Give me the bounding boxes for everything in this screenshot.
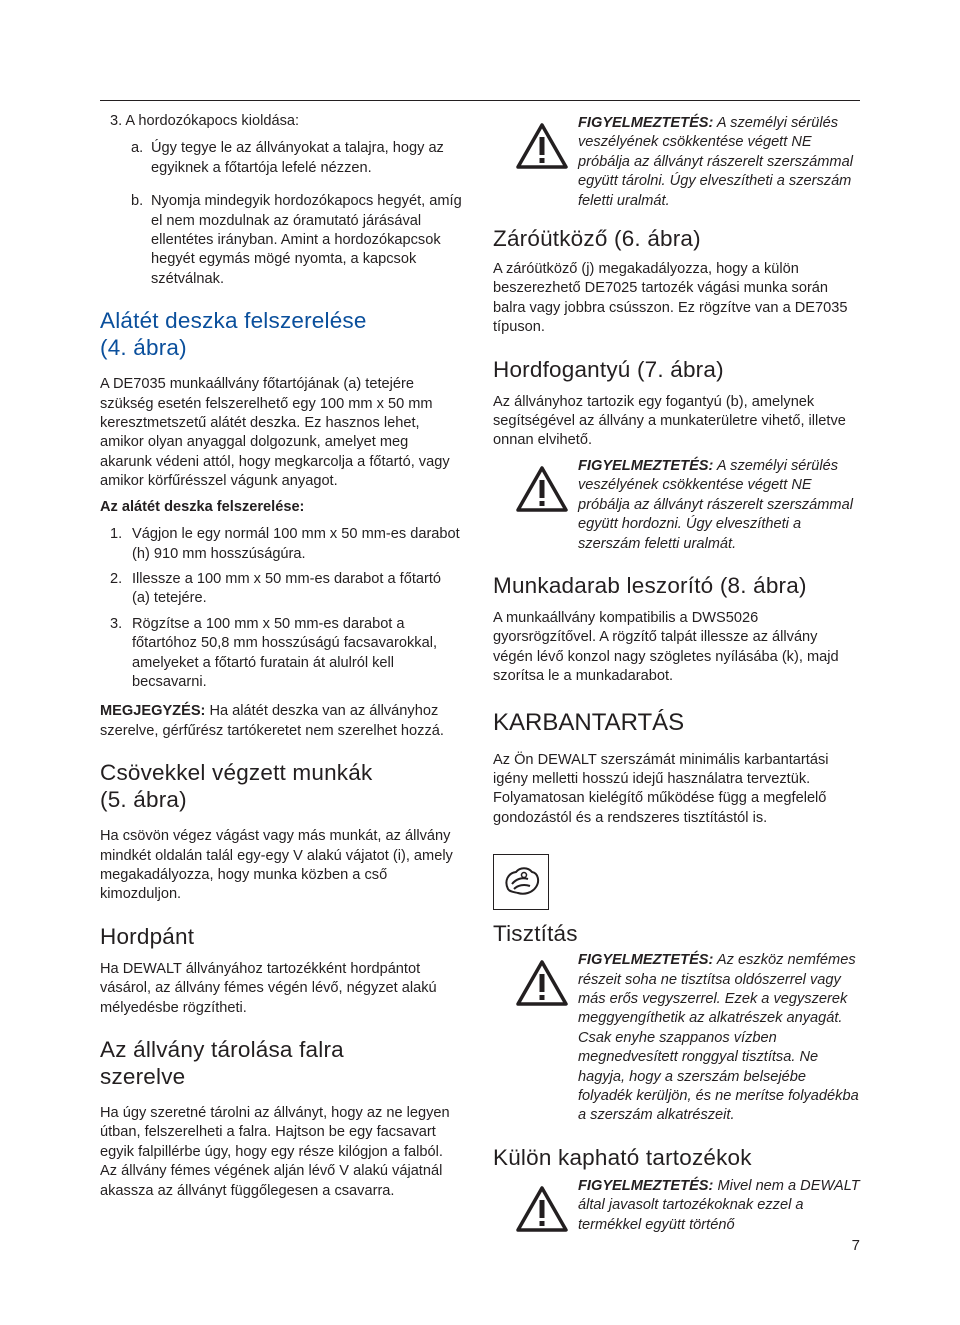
- step-3b-label: b.: [131, 193, 144, 210]
- heading-cso: [100, 759, 462, 813]
- left-column: [100, 108, 462, 1201]
- paragraph-hordpant: Ha DEWALT állványához tartozékként hordpántot vásárol, az állvány fémes végén lévő, négyzet alakú mélyedésbe rögzítheti.: [100, 960, 437, 1016]
- heading-karbantartas: KARBANTARTÁS: [493, 708, 685, 736]
- warning-1-title: FIGYELMEZTETÉS:: [578, 115, 714, 131]
- warning-triangle-icon: [515, 1185, 569, 1233]
- step-3a-label: a.: [131, 140, 144, 157]
- page-number: 7: [851, 1237, 860, 1254]
- right-column: [493, 108, 860, 1235]
- paragraph-karbantartas: Az Ön DEWALT szerszámát minimális karbantartási igény melletti hosszú idejű használatra terveztük. Folyamatosan kielégítő működése függ a megfelelő gondozástól és a rendszeres tisztítástól is.: [493, 751, 829, 826]
- list-num-1: 1.: [110, 526, 123, 543]
- warning-1: [493, 114, 860, 211]
- top-rule: [100, 100, 860, 101]
- heading-alatet-line2: (4. ábra): [100, 335, 187, 361]
- heading-tarolas: [100, 1036, 462, 1090]
- step-3: 3. A hordozókapocs kioldása:: [110, 113, 300, 129]
- heading-kulon: Külön kapható tartozékok: [493, 1144, 752, 1170]
- heading-hordfog: Hordfogantyú (7. ábra): [493, 356, 724, 382]
- step-3b: [100, 192, 462, 289]
- heading-tarolas-line1: Az állvány tárolása falra: [100, 1037, 344, 1062]
- warning-triangle-icon: [515, 465, 569, 513]
- paragraph-cso: Ha csövön végez vágást vagy más munkát, az állvány mindkét oldalán talál egy-egy V alakú vájatot (i), amely megakadályozza, hogy munka közben a cső kimozduljon.: [100, 828, 453, 903]
- note-label: MEGJEGYZÉS:: [100, 703, 206, 720]
- warning-4-body: Mivel nem a DEWALT által javasolt tartozékoknak ezzel a termékkel együtt történő: [578, 1177, 860, 1233]
- heading-tisztitas: Tisztítás: [493, 921, 578, 947]
- heading-zaro: Záróütköző (6. ábra): [493, 226, 701, 252]
- step-3a-text: Úgy tegye le az állványokat a talajra, hogy az egyiknek a főtartója lefelé nézzen.: [151, 140, 444, 176]
- heading-hordpant: Hordpánt: [100, 923, 195, 949]
- heading-tarolas-line2: szerelve: [100, 1064, 186, 1089]
- list-item-1: [100, 525, 462, 564]
- heading-alatet: [100, 307, 462, 361]
- list-item-2: [100, 570, 462, 609]
- warning-4-text: [578, 1177, 860, 1235]
- warning-1-text: [578, 114, 860, 211]
- warning-4: [493, 1177, 860, 1235]
- note-text: Ha alátét deszka van az állványhoz szerelve, gérfűrész tartókeretet nem szerelhet hozzá.: [100, 703, 444, 739]
- paragraph-zaro: A záróütköző (j) megakadályozza, hogy a külön beszerezhető DE7025 tartozék vágási munka során balra vagy jobbra csússzon. Ez rögzítve van a DE7035 típuson.: [493, 261, 848, 336]
- warning-4-title: FIGYELMEZTETÉS:: [578, 1177, 714, 1194]
- warning-2-title: FIGYELMEZTETÉS:: [578, 457, 714, 474]
- warning-triangle-icon: [515, 959, 569, 1007]
- warning-3-title: FIGYELMEZTETÉS:: [578, 952, 714, 969]
- paragraph-hordfog: Az állványhoz tartozik egy fogantyú (b), amelynek segítségével az állvány a munkaterületre vihető, illetve onnan elvihető.: [493, 393, 846, 449]
- paragraph-alatet: A DE7035 munkaállvány főtartójának (a) tetejére szükség esetén felszerelhető egy 100 mm x 50 mm keresztmetszetű alátét deszka. Ez hasznos lehet, amikor olyan anyaggal dolgozunk, amelyet meg akarunk védeni attól, hogy megkarcolja a főtartó, vagy amikor körfűrésszel vágunk anyagot.: [100, 376, 450, 490]
- warning-3-body: Az eszköz nemfémes részeit soha ne tisztítsa oldószerrel vagy más erős vegyszerrel. Ezek a vegyszerek meggyengíthetik az alkatrészek anyagát. Csak enyhe szappanos vízben megnedvesített ronggyal tisztítsa. Ne hagyja, hogy a szerszám belsejébe folyadék kerüljön, és ne merítse folyadékba a szerszám alkatrészeit.: [578, 952, 859, 1124]
- warning-3-text: [578, 951, 860, 1126]
- heading-munkadarab: Munkadarab leszorító (8. ábra): [493, 572, 807, 598]
- paragraph-tarolas: Ha úgy szeretné tárolni az állványt, hogy az ne legyen útban, felszerelheti a falra. Hajtson be egy facsavart egyik falpillérbe úgy, hogy egy része kilógjon a falból. Az állvány fémes végének alján lévő V alakú vájatnál akassza az állványt függőlegesen a csavarra.: [100, 1105, 450, 1199]
- warning-3: [493, 951, 860, 1126]
- paragraph-munkadarab: A munkaállvány kompatibilis a DWS5026 gyorsrögzítővel. A rögzítő talpát illessze az állvány végén lévő konzol nagy szögletes nyílásába (k), majd szorítsa le a munkadarabot.: [493, 609, 839, 685]
- heading-cso-line1: Csövekkel végzett munkák: [100, 760, 373, 786]
- heading-alatet-line1: Alátét deszka felszerelése: [100, 308, 367, 334]
- warning-2: [493, 457, 860, 554]
- list-item-3: [100, 615, 462, 693]
- note: [100, 702, 462, 741]
- list-num-2: 2.: [110, 570, 123, 587]
- list-num-3: 3.: [110, 615, 123, 632]
- list-text-1: Vágjon le egy normál 100 mm x 50 mm-es darabot (h) 910 mm hosszúságúra.: [132, 526, 460, 562]
- step-3b-text: Nyomja mindegyik hordozókapocs hegyét, amíg el nem mozdulnak az óramutató járásával ellentétes irányban. Amint a hordozókapcsok hegyét egymás mögé nyomta, a kapcsok szétválnak.: [151, 193, 462, 287]
- step-3a: [100, 139, 462, 178]
- subheading-alatet: Az alátét deszka felszerelése:: [100, 498, 305, 515]
- list-text-3: Rögzítse a 100 mm x 50 mm-es darabot a főtartóhoz 50,8 mm hosszúságú facsavarokkal, amelyeket a főtartó furatain át alulról kell becsavarni.: [132, 615, 438, 690]
- warning-2-body: A személyi sérülés veszélyének csökkentése végett NE próbálja az állványt rászerelt szerszámmal együtt hordozni. Úgy elveszítheti a szerszám feletti uralmát.: [578, 457, 853, 552]
- list-text-2: Illessze a 100 mm x 50 mm-es darabot a főtartó (a) tetejére.: [132, 570, 442, 607]
- heading-cso-line2: (5. ábra): [100, 787, 187, 813]
- warning-2-text: [578, 457, 860, 554]
- warning-triangle-icon: [515, 122, 569, 170]
- cleaning-icon: [493, 854, 549, 910]
- warning-1-body: A személyi sérülés veszélyének csökkentése végett NE próbálja az állványt rászerelt szerszámmal együtt tárolni. Úgy elveszítheti a szerszám feletti uralmát.: [578, 115, 853, 209]
